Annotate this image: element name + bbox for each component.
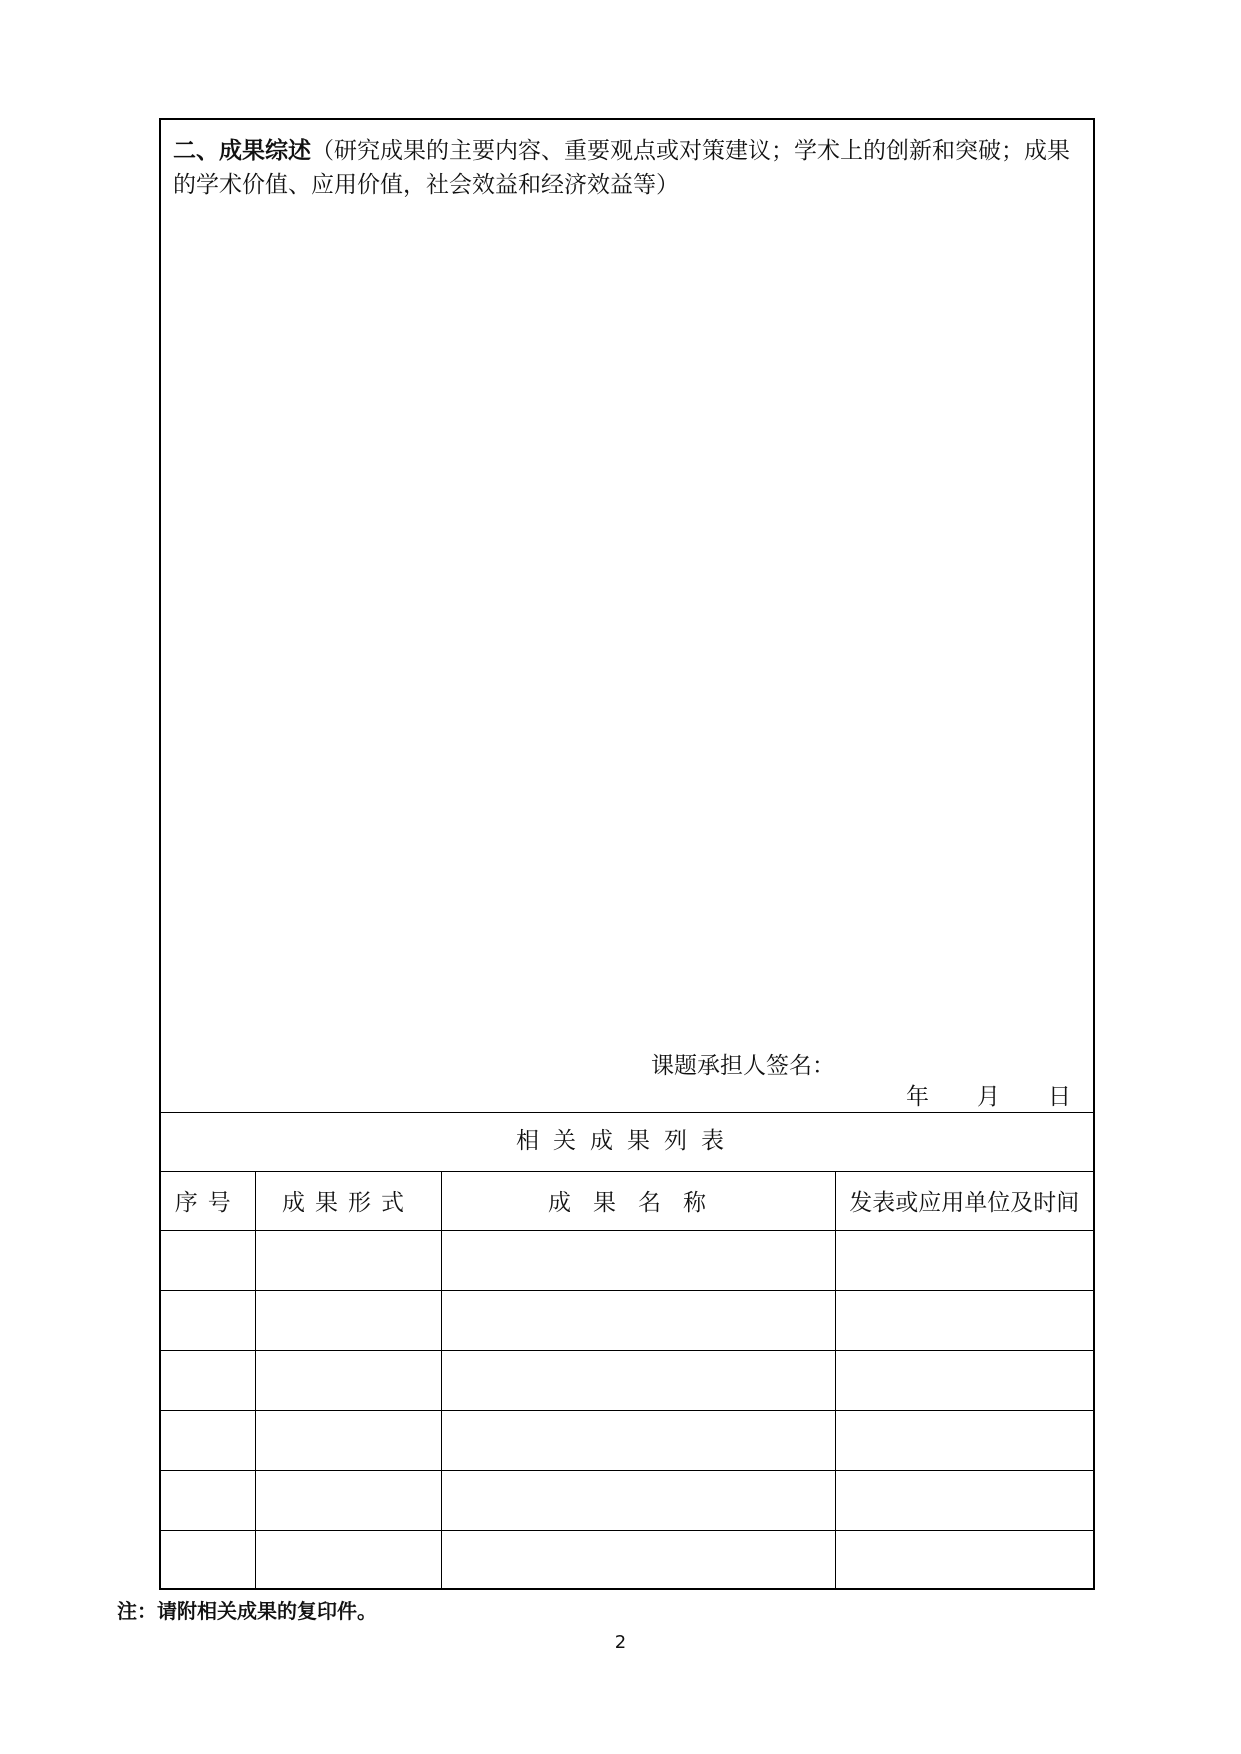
table-cell[interactable]	[835, 1471, 1093, 1531]
table-cell[interactable]	[835, 1351, 1093, 1411]
signature-label: 课题承担人签名：	[651, 1053, 835, 1079]
page-number: 2	[614, 1632, 627, 1653]
results-table	[161, 1171, 1093, 1590]
table-cell[interactable]	[255, 1291, 441, 1351]
table-cell[interactable]	[255, 1231, 441, 1291]
table-row	[161, 1351, 1093, 1411]
column-header-index: 序号	[161, 1171, 255, 1231]
table-cell[interactable]	[161, 1231, 255, 1291]
table-cell[interactable]	[835, 1231, 1093, 1291]
table-row	[161, 1471, 1093, 1531]
table-cell[interactable]	[161, 1351, 255, 1411]
date-day-label: 日	[1048, 1084, 1071, 1110]
summary-section	[161, 120, 1093, 1113]
column-header-name: 成果名称	[441, 1171, 835, 1231]
summary-heading	[173, 134, 1083, 202]
table-cell[interactable]	[255, 1471, 441, 1531]
column-header-form: 成果形式	[255, 1171, 441, 1231]
table-row	[161, 1291, 1093, 1351]
table-cell[interactable]	[255, 1351, 441, 1411]
table-cell[interactable]	[255, 1411, 441, 1471]
table-row	[161, 1411, 1093, 1471]
table-row	[161, 1531, 1093, 1591]
summary-heading-detail: （研究成果的主要内容、重要观点或对策建议；学术上的创新和突破；成果的学术价值、应用价值，社会效益和经济效益等）	[173, 138, 1070, 198]
results-list-title: 相关成果列表	[161, 1112, 1093, 1172]
table-cell[interactable]	[441, 1471, 835, 1531]
table-cell[interactable]	[255, 1531, 441, 1591]
signature-date	[858, 1078, 1071, 1111]
table-cell[interactable]	[161, 1291, 255, 1351]
table-row	[161, 1231, 1093, 1291]
table-cell[interactable]	[835, 1531, 1093, 1591]
table-cell[interactable]	[835, 1411, 1093, 1471]
date-month-label: 月	[977, 1084, 1000, 1110]
table-cell[interactable]	[441, 1231, 835, 1291]
form-frame	[159, 118, 1095, 1590]
table-cell[interactable]	[161, 1411, 255, 1471]
table-cell[interactable]	[835, 1291, 1093, 1351]
table-cell[interactable]	[441, 1291, 835, 1351]
table-cell[interactable]	[161, 1471, 255, 1531]
date-year-label: 年	[906, 1084, 929, 1110]
table-cell[interactable]	[161, 1531, 255, 1591]
summary-heading-title: 二、成果综述	[173, 138, 311, 164]
table-cell[interactable]	[441, 1531, 835, 1591]
column-header-publisher-time: 发表或应用单位及时间	[835, 1171, 1093, 1231]
footnote: 注：请附相关成果的复印件。	[117, 1599, 377, 1623]
results-header-row	[161, 1171, 1093, 1231]
table-cell[interactable]	[441, 1351, 835, 1411]
table-cell[interactable]	[441, 1411, 835, 1471]
